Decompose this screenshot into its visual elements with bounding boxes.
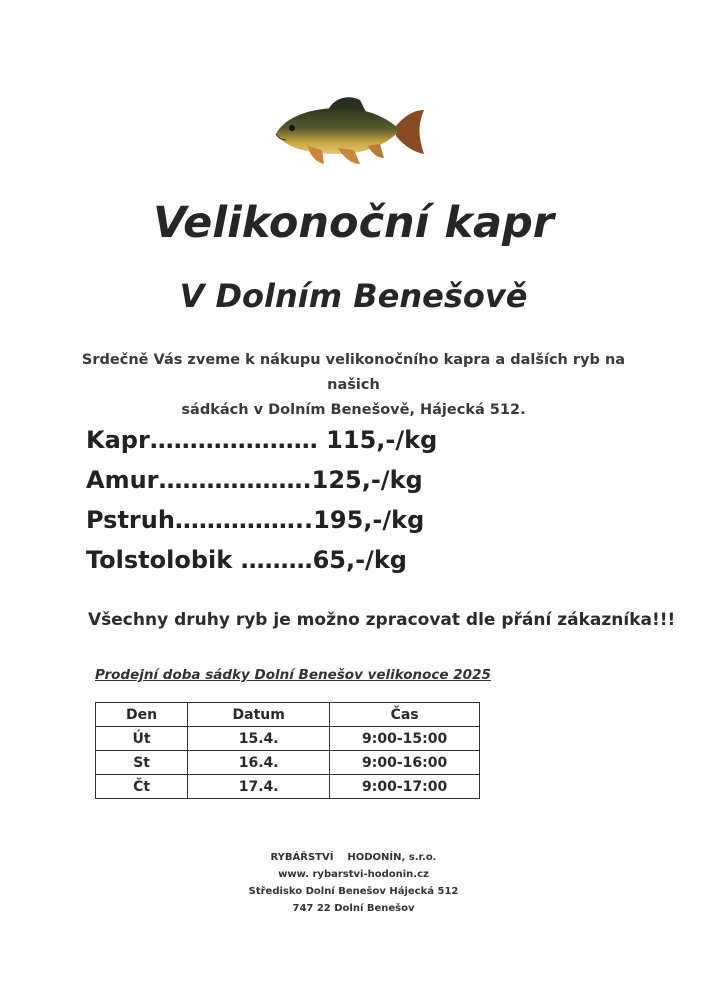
- cell-time: 9:00-15:00: [330, 727, 480, 751]
- footer-web: www. rybarstvi-hodonin.cz: [278, 869, 429, 880]
- schedule-title: Prodejní doba sádky Dolní Benešov velikonoce 2025: [95, 667, 491, 683]
- cell-date: 17.4.: [188, 775, 330, 799]
- cell-day: Út: [96, 727, 188, 751]
- price-kapr: Kapr………………… 115,-/kg: [86, 426, 438, 454]
- footer-center: Středisko Dolní Benešov Hájecká 512: [248, 886, 459, 897]
- footer-company: RYBÁŘSTVÍ HODONÍN, s.r.o.: [270, 852, 437, 863]
- cell-date: 16.4.: [188, 751, 330, 775]
- schedule-table: [95, 702, 480, 799]
- page-title: Velikonoční kapr: [153, 198, 554, 248]
- intro-text: [60, 348, 647, 423]
- cell-date: 15.4.: [188, 727, 330, 751]
- page-subtitle: V Dolním Benešově: [179, 277, 528, 315]
- header-day: Den: [96, 703, 188, 727]
- price-amur: Amur……………….125,-/kg: [86, 466, 423, 494]
- intro-line-2: sádkách v Dolním Benešově, Hájecká 512.: [181, 402, 526, 418]
- processing-note: Všechny druhy ryb je možno zpracovat dle přání zákazníka!!!: [88, 610, 676, 630]
- table-row: [96, 727, 480, 751]
- price-pstruh: Pstruh……………..195,-/kg: [86, 506, 425, 534]
- footer-address: 747 22 Dolní Benešov: [292, 903, 415, 914]
- cell-time: 9:00-17:00: [330, 775, 480, 799]
- table-row: [96, 751, 480, 775]
- price-tolstolobik: Tolstolobik ………65,-/kg: [86, 546, 407, 574]
- table-row: [96, 775, 480, 799]
- cell-day: Čt: [96, 775, 188, 799]
- footer-contact: [0, 849, 707, 917]
- header-time: Čas: [330, 703, 480, 727]
- header-date: Datum: [188, 703, 330, 727]
- table-header-row: [96, 703, 480, 727]
- cell-time: 9:00-16:00: [330, 751, 480, 775]
- cell-day: St: [96, 751, 188, 775]
- carp-fish-icon: [268, 88, 426, 172]
- intro-line-1: Srdečně Vás zveme k nákupu velikonočního kapra a dalších ryb na našich: [81, 352, 626, 393]
- price-list: [86, 420, 437, 580]
